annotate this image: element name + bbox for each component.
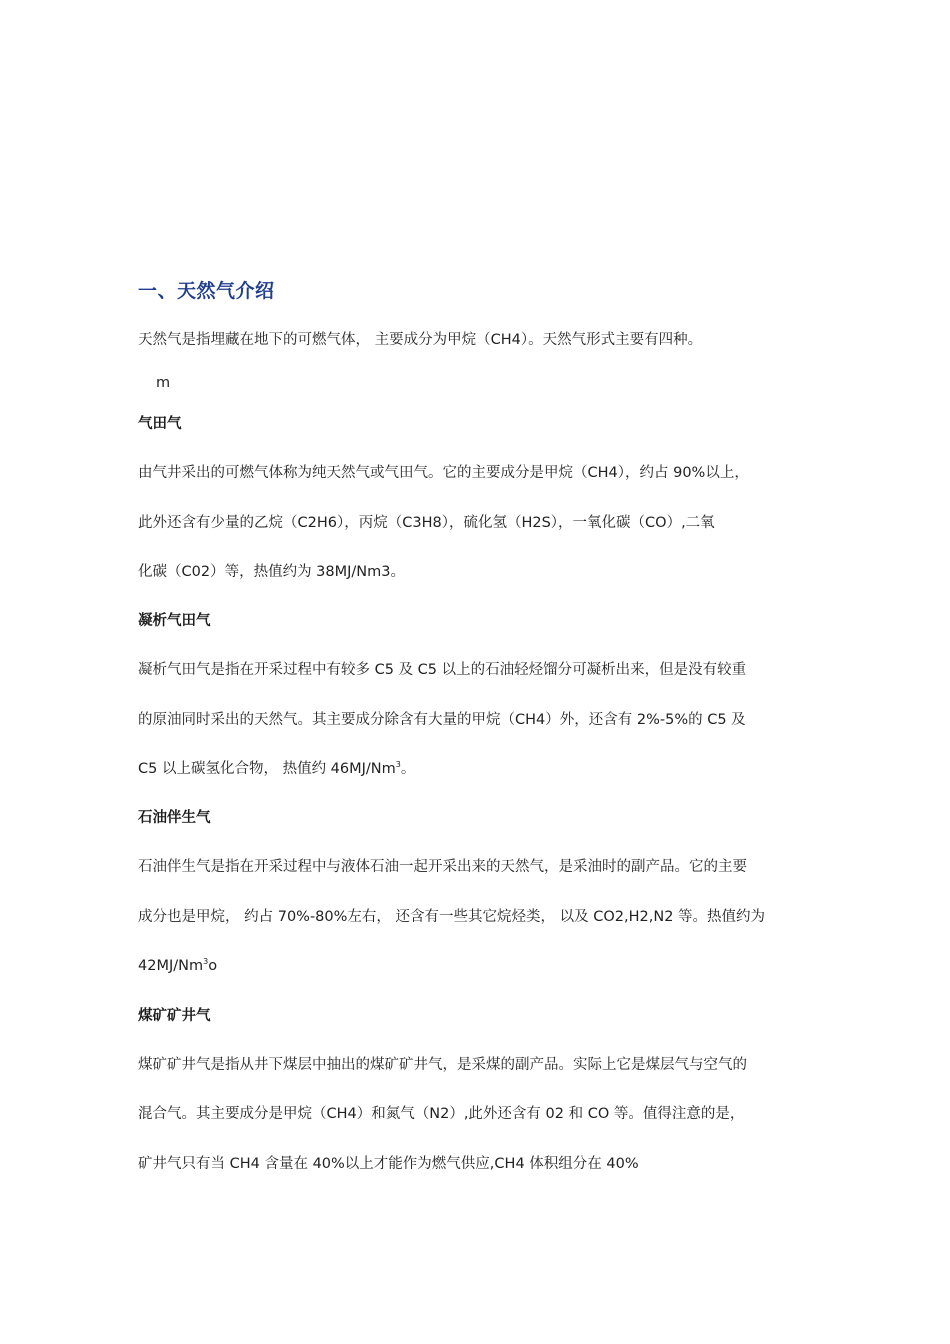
paragraph-line: 石油伴生气是指在开采过程中与液体石油一起开采出来的天然气，是采油时的副产品。它的主要 <box>138 859 747 875</box>
subsection-title-associated-gas: 石油伴生气 <box>138 810 211 826</box>
section-heading: 一、天然气介绍 <box>138 280 275 302</box>
paragraph-line: 矿井气只有当 CH4 含量在 40%以上才能作为燃气供应,CH4 体积组分在 40% <box>138 1156 639 1172</box>
paragraph-line <box>138 956 217 976</box>
subsection-title-coal-mine-gas: 煤矿矿井气 <box>138 1008 211 1024</box>
paragraph-line: 成分也是甲烷， 约占 70%-80%左右， 还含有一些其它烷烃类， 以及 CO2,H2,N2 等。热值约为 <box>138 909 766 925</box>
paragraph-text: 42MJ/Nm <box>138 958 204 974</box>
paragraph-line: 的原油同时采出的天然气。其主要成分除含有大量的甲烷（CH4）外，还含有 2%-5%的 C5 及 <box>138 712 746 728</box>
paragraph-line: 煤矿矿井气是指从井下煤层中抽出的煤矿矿井气，是采煤的副产品。实际上它是煤层气与空气的 <box>138 1057 747 1073</box>
paragraph-text: 。 <box>400 761 416 777</box>
paragraph-line: 化碳（C02）等，热值约为 38MJ/Nm3。 <box>138 564 406 580</box>
paragraph-line: 混合气。其主要成分是甲烷（CH4）和氮气（N2）,此外还含有 02 和 CO 等。值得注意的是， <box>138 1106 745 1122</box>
subsection-title-condensate-gas: 凝析气田气 <box>138 613 211 629</box>
paragraph-line: 凝析气田气是指在开采过程中有较多 C5 及 C5 以上的石油轻烃馏分可凝析出来，但是没有较重 <box>138 662 747 678</box>
paragraph-line: 此外还含有少量的乙烷（C2H6），丙烷（C3H8），硫化氢（H2S），一氧化碳（CO）,二氧 <box>138 515 715 531</box>
paragraph-line <box>138 759 415 779</box>
paragraph-text: o <box>208 958 218 974</box>
paragraph-text: C5 以上碳氢化合物， 热值约 46MJ/Nm <box>138 761 396 777</box>
superscript: 3 <box>203 957 209 966</box>
intro-paragraph: 天然气是指埋藏在地下的可燃气体， 主要成分为甲烷（CH4）。天然气形式主要有四种。 <box>138 332 703 348</box>
superscript: 3 <box>395 760 401 769</box>
stray-character: m <box>156 375 171 391</box>
subsection-title-gas-field: 气田气 <box>138 416 182 432</box>
paragraph-line: 由气井采出的可燃气体称为纯天然气或气田气。它的主要成分是甲烷（CH4），约占 90%以上， <box>138 465 749 481</box>
